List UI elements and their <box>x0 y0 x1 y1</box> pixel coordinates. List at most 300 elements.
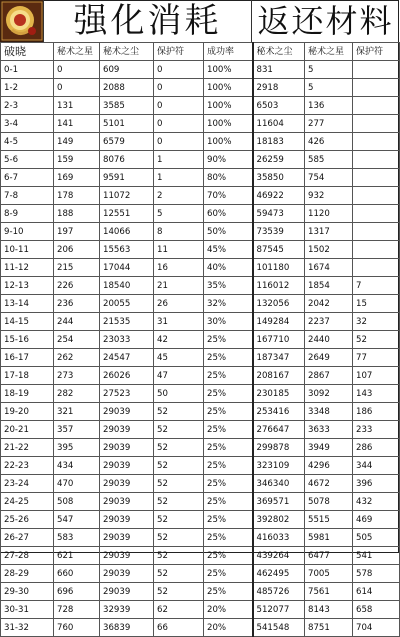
table-cell: 32 <box>353 313 400 331</box>
table-cell: 29039 <box>100 583 154 601</box>
table-row <box>1 493 400 511</box>
table-cell: 47 <box>154 367 204 385</box>
table-cell: 11 <box>154 241 204 259</box>
table-cell: 226 <box>54 277 100 295</box>
table-cell <box>353 79 400 97</box>
table-cell: 2042 <box>305 295 353 313</box>
table-cell: 32939 <box>100 601 154 619</box>
table-cell: 80% <box>204 169 253 187</box>
table-row <box>1 259 400 277</box>
table-row <box>1 97 400 115</box>
table-cell: 416033 <box>253 529 305 547</box>
column-header: 保护符 <box>353 43 400 61</box>
table-cell: 614 <box>353 583 400 601</box>
table-cell: 21535 <box>100 313 154 331</box>
table-cell: 29039 <box>100 403 154 421</box>
table-cell: 395 <box>54 439 100 457</box>
column-header: 成功率 <box>204 43 253 61</box>
level-cell: 29-30 <box>1 583 54 601</box>
table-cell: 90% <box>204 151 253 169</box>
level-cell: 16-17 <box>1 349 54 367</box>
table-cell: 244 <box>54 313 100 331</box>
table-cell: 131 <box>54 97 100 115</box>
table-row <box>1 151 400 169</box>
table-cell: 149 <box>54 133 100 151</box>
table-cell: 439264 <box>253 547 305 565</box>
level-cell: 21-22 <box>1 439 54 457</box>
table-cell: 1674 <box>305 259 353 277</box>
table-cell: 52 <box>154 439 204 457</box>
table-cell: 236 <box>54 295 100 313</box>
table-cell: 167710 <box>253 331 305 349</box>
table-cell: 12551 <box>100 205 154 223</box>
table-cell: 6477 <box>305 547 353 565</box>
table-cell: 52 <box>154 493 204 511</box>
table-cell: 20055 <box>100 295 154 313</box>
table-cell: 2649 <box>305 349 353 367</box>
table-cell: 396 <box>353 475 400 493</box>
table-cell: 77 <box>353 349 400 367</box>
table-cell: 27523 <box>100 385 154 403</box>
table-row <box>1 367 400 385</box>
table-row <box>1 133 400 151</box>
table-cell: 15563 <box>100 241 154 259</box>
column-header: 秘术之尘 <box>100 43 154 61</box>
table-cell: 141 <box>54 115 100 133</box>
level-cell: 18-19 <box>1 385 54 403</box>
table-row <box>1 421 400 439</box>
table-cell: 132056 <box>253 295 305 313</box>
level-cell: 31-32 <box>1 619 54 637</box>
level-cell: 7-8 <box>1 187 54 205</box>
table-cell: 434 <box>54 457 100 475</box>
table-cell: 578 <box>353 565 400 583</box>
table-cell: 29039 <box>100 421 154 439</box>
table-cell: 149284 <box>253 313 305 331</box>
level-cell: 4-5 <box>1 133 54 151</box>
table-cell: 25% <box>204 367 253 385</box>
level-cell: 24-25 <box>1 493 54 511</box>
table-cell: 100% <box>204 115 253 133</box>
table-cell: 541 <box>353 547 400 565</box>
level-cell: 2-3 <box>1 97 54 115</box>
level-cell: 8-9 <box>1 205 54 223</box>
table-cell: 2867 <box>305 367 353 385</box>
table-cell: 233 <box>353 421 400 439</box>
level-cell: 14-15 <box>1 313 54 331</box>
table-cell: 470 <box>54 475 100 493</box>
table-cell: 17044 <box>100 259 154 277</box>
table-cell: 346340 <box>253 475 305 493</box>
table-cell: 2918 <box>253 79 305 97</box>
header <box>0 0 400 42</box>
table-cell: 29039 <box>100 529 154 547</box>
table-cell <box>353 151 400 169</box>
level-cell: 10-11 <box>1 241 54 259</box>
table-cell: 282 <box>54 385 100 403</box>
table-cell: 45 <box>154 349 204 367</box>
table-cell: 45% <box>204 241 253 259</box>
column-header: 秘术之尘 <box>253 43 305 61</box>
level-cell: 1-2 <box>1 79 54 97</box>
table-cell: 0 <box>54 79 100 97</box>
table-cell: 35850 <box>253 169 305 187</box>
table-cell: 426 <box>305 133 353 151</box>
table-cell: 7005 <box>305 565 353 583</box>
table-cell: 40% <box>204 259 253 277</box>
table-row <box>1 439 400 457</box>
table-cell: 20% <box>204 601 253 619</box>
table-cell: 432 <box>353 493 400 511</box>
table-cell: 25% <box>204 583 253 601</box>
table-row <box>1 385 400 403</box>
table-cell <box>353 205 400 223</box>
table-cell: 206 <box>54 241 100 259</box>
level-cell: 19-20 <box>1 403 54 421</box>
table-cell: 100% <box>204 79 253 97</box>
item-icon <box>0 0 44 42</box>
table-cell: 26259 <box>253 151 305 169</box>
table-cell: 5078 <box>305 493 353 511</box>
table-row <box>1 403 400 421</box>
table-row <box>1 313 400 331</box>
table-cell: 585 <box>305 151 353 169</box>
table-row <box>1 349 400 367</box>
table-cell: 621 <box>54 547 100 565</box>
table-cell: 70% <box>204 187 253 205</box>
table-cell: 25% <box>204 457 253 475</box>
table-cell: 18540 <box>100 277 154 295</box>
table-cell: 4296 <box>305 457 353 475</box>
table-cell: 357 <box>54 421 100 439</box>
table-cell: 704 <box>353 619 400 637</box>
table-cell: 50 <box>154 385 204 403</box>
table-cell: 5 <box>154 205 204 223</box>
table-cell: 215 <box>54 259 100 277</box>
table-cell: 23033 <box>100 331 154 349</box>
table-row <box>1 547 400 565</box>
table-cell: 728 <box>54 601 100 619</box>
table-cell: 0 <box>154 79 204 97</box>
table-cell: 35% <box>204 277 253 295</box>
table-cell: 8 <box>154 223 204 241</box>
return-title: 返还材料 <box>257 2 394 40</box>
table-row <box>1 187 400 205</box>
level-cell: 15-16 <box>1 331 54 349</box>
table-cell: 20% <box>204 619 253 637</box>
table-cell: 36839 <box>100 619 154 637</box>
table-cell: 299878 <box>253 439 305 457</box>
table-cell <box>353 169 400 187</box>
table-cell: 30% <box>204 313 253 331</box>
table-cell: 253416 <box>253 403 305 421</box>
table-body <box>1 61 400 637</box>
table-cell: 100% <box>204 97 253 115</box>
table-row <box>1 169 400 187</box>
table-cell: 29039 <box>100 475 154 493</box>
table-cell: 107 <box>353 367 400 385</box>
table-cell: 18183 <box>253 133 305 151</box>
table-cell: 187347 <box>253 349 305 367</box>
table-cell: 273 <box>54 367 100 385</box>
table-cell: 5101 <box>100 115 154 133</box>
level-cell: 12-13 <box>1 277 54 295</box>
table-row <box>1 565 400 583</box>
table-cell: 512077 <box>253 601 305 619</box>
level-cell: 5-6 <box>1 151 54 169</box>
table-cell: 21 <box>154 277 204 295</box>
column-header: 保护符 <box>154 43 204 61</box>
table-cell: 8076 <box>100 151 154 169</box>
table-cell: 469 <box>353 511 400 529</box>
table-cell: 29039 <box>100 547 154 565</box>
table-cell: 932 <box>305 187 353 205</box>
upgrade-table <box>0 42 400 637</box>
table-cell <box>353 133 400 151</box>
table-cell: 2440 <box>305 331 353 349</box>
table-cell: 660 <box>54 565 100 583</box>
table-row <box>1 475 400 493</box>
table-cell: 29039 <box>100 457 154 475</box>
level-cell: 23-24 <box>1 475 54 493</box>
table-cell: 143 <box>353 385 400 403</box>
table-cell: 0 <box>54 61 100 79</box>
table-cell: 5 <box>305 79 353 97</box>
table-cell: 66 <box>154 619 204 637</box>
table-cell: 52 <box>154 547 204 565</box>
table-cell: 52 <box>154 475 204 493</box>
table-cell: 8143 <box>305 601 353 619</box>
table-cell: 60% <box>204 205 253 223</box>
table-cell: 3585 <box>100 97 154 115</box>
table-header-row <box>1 43 400 61</box>
table-cell: 547 <box>54 511 100 529</box>
table-cell: 3348 <box>305 403 353 421</box>
table-cell: 73539 <box>253 223 305 241</box>
level-cell: 6-7 <box>1 169 54 187</box>
table-cell <box>353 259 400 277</box>
table-cell <box>353 241 400 259</box>
table-cell: 9591 <box>100 169 154 187</box>
table-cell <box>353 97 400 115</box>
level-cell: 20-21 <box>1 421 54 439</box>
table-cell: 2237 <box>305 313 353 331</box>
level-cell: 9-10 <box>1 223 54 241</box>
table-cell: 0 <box>154 133 204 151</box>
table-cell: 29039 <box>100 565 154 583</box>
table-cell: 2 <box>154 187 204 205</box>
table-cell: 505 <box>353 529 400 547</box>
level-cell: 0-1 <box>1 61 54 79</box>
table-cell: 0 <box>154 97 204 115</box>
table-cell: 344 <box>353 457 400 475</box>
table-cell: 136 <box>305 97 353 115</box>
table-cell <box>353 223 400 241</box>
table-cell <box>353 115 400 133</box>
table-row <box>1 511 400 529</box>
table-cell: 52 <box>154 421 204 439</box>
table-row <box>1 601 400 619</box>
table-cell: 541548 <box>253 619 305 637</box>
table-cell: 16 <box>154 259 204 277</box>
level-cell: 3-4 <box>1 115 54 133</box>
table-row <box>1 457 400 475</box>
table-cell: 52 <box>154 583 204 601</box>
table-cell: 178 <box>54 187 100 205</box>
table-cell <box>353 61 400 79</box>
table-cell: 42 <box>154 331 204 349</box>
table-cell: 25% <box>204 403 253 421</box>
table-cell: 323109 <box>253 457 305 475</box>
table-cell: 59473 <box>253 205 305 223</box>
table-cell: 25% <box>204 439 253 457</box>
table-row <box>1 331 400 349</box>
table-cell: 25% <box>204 493 253 511</box>
level-cell: 28-29 <box>1 565 54 583</box>
table-cell: 392802 <box>253 511 305 529</box>
table-cell: 52 <box>353 331 400 349</box>
level-cell: 22-23 <box>1 457 54 475</box>
table-cell: 609 <box>100 61 154 79</box>
level-cell: 26-27 <box>1 529 54 547</box>
consumption-title: 强化消耗 <box>44 0 252 42</box>
table-cell: 1 <box>154 151 204 169</box>
table-cell: 1502 <box>305 241 353 259</box>
table-cell: 254 <box>54 331 100 349</box>
table-cell: 831 <box>253 61 305 79</box>
level-cell: 30-31 <box>1 601 54 619</box>
table-cell: 321 <box>54 403 100 421</box>
table-cell: 754 <box>305 169 353 187</box>
table-cell: 32% <box>204 295 253 313</box>
table-cell: 0 <box>154 115 204 133</box>
table-cell: 3949 <box>305 439 353 457</box>
table-cell: 25% <box>204 421 253 439</box>
table-cell: 262 <box>54 349 100 367</box>
table-cell: 485726 <box>253 583 305 601</box>
table-cell: 14066 <box>100 223 154 241</box>
table-cell: 462495 <box>253 565 305 583</box>
table-cell: 3633 <box>305 421 353 439</box>
table-row <box>1 223 400 241</box>
table-cell: 658 <box>353 601 400 619</box>
table-cell: 25% <box>204 331 253 349</box>
table-cell: 6579 <box>100 133 154 151</box>
column-header: 秘术之星 <box>54 43 100 61</box>
table-cell: 25% <box>204 385 253 403</box>
column-header: 秘术之星 <box>305 43 353 61</box>
table-cell: 508 <box>54 493 100 511</box>
table-row <box>1 79 400 97</box>
level-cell: 25-26 <box>1 511 54 529</box>
table-cell: 277 <box>305 115 353 133</box>
table-cell: 29039 <box>100 439 154 457</box>
table-cell: 230185 <box>253 385 305 403</box>
table-row <box>1 295 400 313</box>
table-cell: 25% <box>204 529 253 547</box>
level-cell: 13-14 <box>1 295 54 313</box>
table-cell: 26026 <box>100 367 154 385</box>
table-row <box>1 583 400 601</box>
table-cell: 276647 <box>253 421 305 439</box>
table-cell: 5981 <box>305 529 353 547</box>
table-cell: 0 <box>154 61 204 79</box>
table-row <box>1 115 400 133</box>
table-cell: 62 <box>154 601 204 619</box>
table-cell: 6503 <box>253 97 305 115</box>
table-row <box>1 205 400 223</box>
table-cell: 52 <box>154 457 204 475</box>
table-cell: 25% <box>204 511 253 529</box>
table-cell: 25% <box>204 349 253 367</box>
table-cell: 25% <box>204 565 253 583</box>
level-cell: 11-12 <box>1 259 54 277</box>
table-cell: 3092 <box>305 385 353 403</box>
table-cell: 7561 <box>305 583 353 601</box>
table-cell: 208167 <box>253 367 305 385</box>
table-cell: 31 <box>154 313 204 331</box>
table-cell: 696 <box>54 583 100 601</box>
table-cell: 25% <box>204 547 253 565</box>
table-cell: 24547 <box>100 349 154 367</box>
table-cell: 52 <box>154 529 204 547</box>
table-cell: 52 <box>154 565 204 583</box>
table-cell: 5 <box>305 61 353 79</box>
table-cell: 1 <box>154 169 204 187</box>
table-row <box>1 241 400 259</box>
table-row <box>1 619 400 637</box>
table-cell: 100% <box>204 61 253 79</box>
table-cell: 159 <box>54 151 100 169</box>
table-cell: 101180 <box>253 259 305 277</box>
table-cell: 52 <box>154 403 204 421</box>
table-cell: 186 <box>353 403 400 421</box>
table-cell: 4672 <box>305 475 353 493</box>
table-cell: 26 <box>154 295 204 313</box>
table-cell: 1120 <box>305 205 353 223</box>
table-cell: 1317 <box>305 223 353 241</box>
table-row <box>1 61 400 79</box>
table-cell: 50% <box>204 223 253 241</box>
table-cell: 2088 <box>100 79 154 97</box>
table-cell <box>353 187 400 205</box>
table-cell: 197 <box>54 223 100 241</box>
level-cell: 17-18 <box>1 367 54 385</box>
table-cell: 369571 <box>253 493 305 511</box>
table-cell: 11072 <box>100 187 154 205</box>
table-cell: 25% <box>204 475 253 493</box>
table-cell: 11604 <box>253 115 305 133</box>
table-cell: 5515 <box>305 511 353 529</box>
table-cell: 46922 <box>253 187 305 205</box>
level-cell: 27-28 <box>1 547 54 565</box>
table-cell: 8751 <box>305 619 353 637</box>
table-cell: 29039 <box>100 511 154 529</box>
table-cell: 169 <box>54 169 100 187</box>
table-cell: 87545 <box>253 241 305 259</box>
table-cell: 583 <box>54 529 100 547</box>
table-cell: 7 <box>353 277 400 295</box>
table-row <box>1 529 400 547</box>
table-cell: 52 <box>154 511 204 529</box>
table-cell: 1854 <box>305 277 353 295</box>
table-cell: 29039 <box>100 493 154 511</box>
table-cell: 116012 <box>253 277 305 295</box>
table-cell: 15 <box>353 295 400 313</box>
table-cell: 188 <box>54 205 100 223</box>
table-cell: 286 <box>353 439 400 457</box>
table-cell: 760 <box>54 619 100 637</box>
